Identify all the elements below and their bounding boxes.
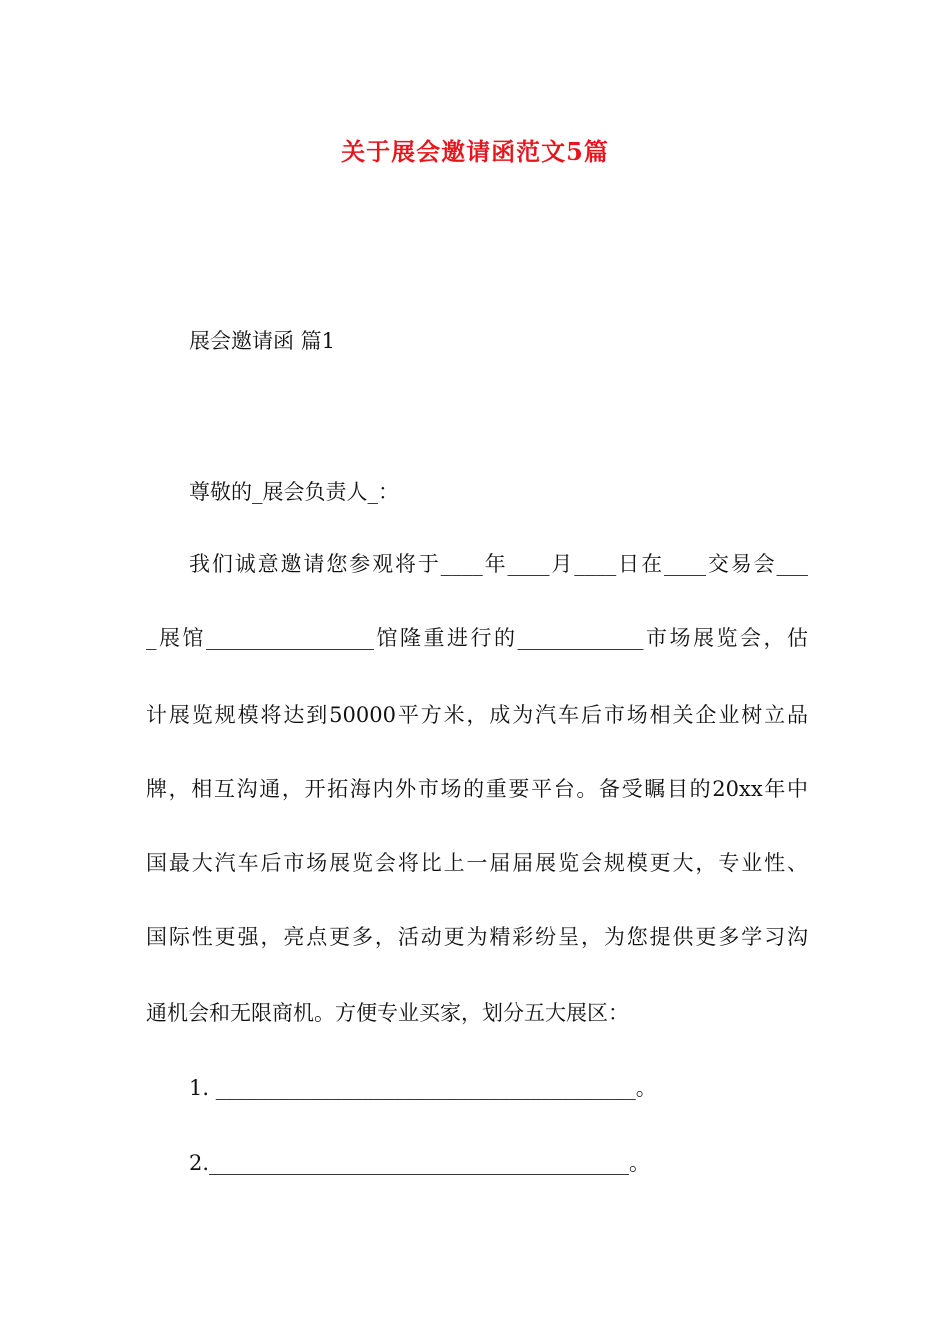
- paragraph-line-2: _展馆________________馆隆重进行的____________市场展览会，估: [146, 626, 808, 650]
- paragraph-line-3: 计展览规模将达到50000平方米，成为汽车后市场相关企业树立品: [146, 703, 808, 727]
- paragraph-line-7: 通机会和无限商机。方便专业买家，划分五大展区：: [146, 1001, 629, 1025]
- section-heading: 展会邀请函 篇1: [189, 329, 336, 353]
- document-title: 关于展会邀请函范文5篇: [341, 137, 609, 166]
- paragraph-line-5: 国最大汽车后市场展览会将比上一届届展览会规模更大，专业性、: [146, 851, 808, 875]
- paragraph-line-1: 我们诚意邀请您参观将于____年____月____日在____交易会___: [189, 552, 808, 576]
- paragraph-line-4: 牌，相互沟通，开拓海内外市场的重要平台。备受瞩目的20xx年中: [146, 777, 808, 801]
- list-item-1: 1. ________________________________________。: [189, 1076, 657, 1100]
- salutation: 尊敬的_展会负责人_：: [189, 480, 399, 504]
- list-item-2: 2.________________________________________。: [189, 1151, 651, 1175]
- paragraph-line-6: 国际性更强，亮点更多，活动更为精彩纷呈，为您提供更多学习沟: [146, 925, 808, 949]
